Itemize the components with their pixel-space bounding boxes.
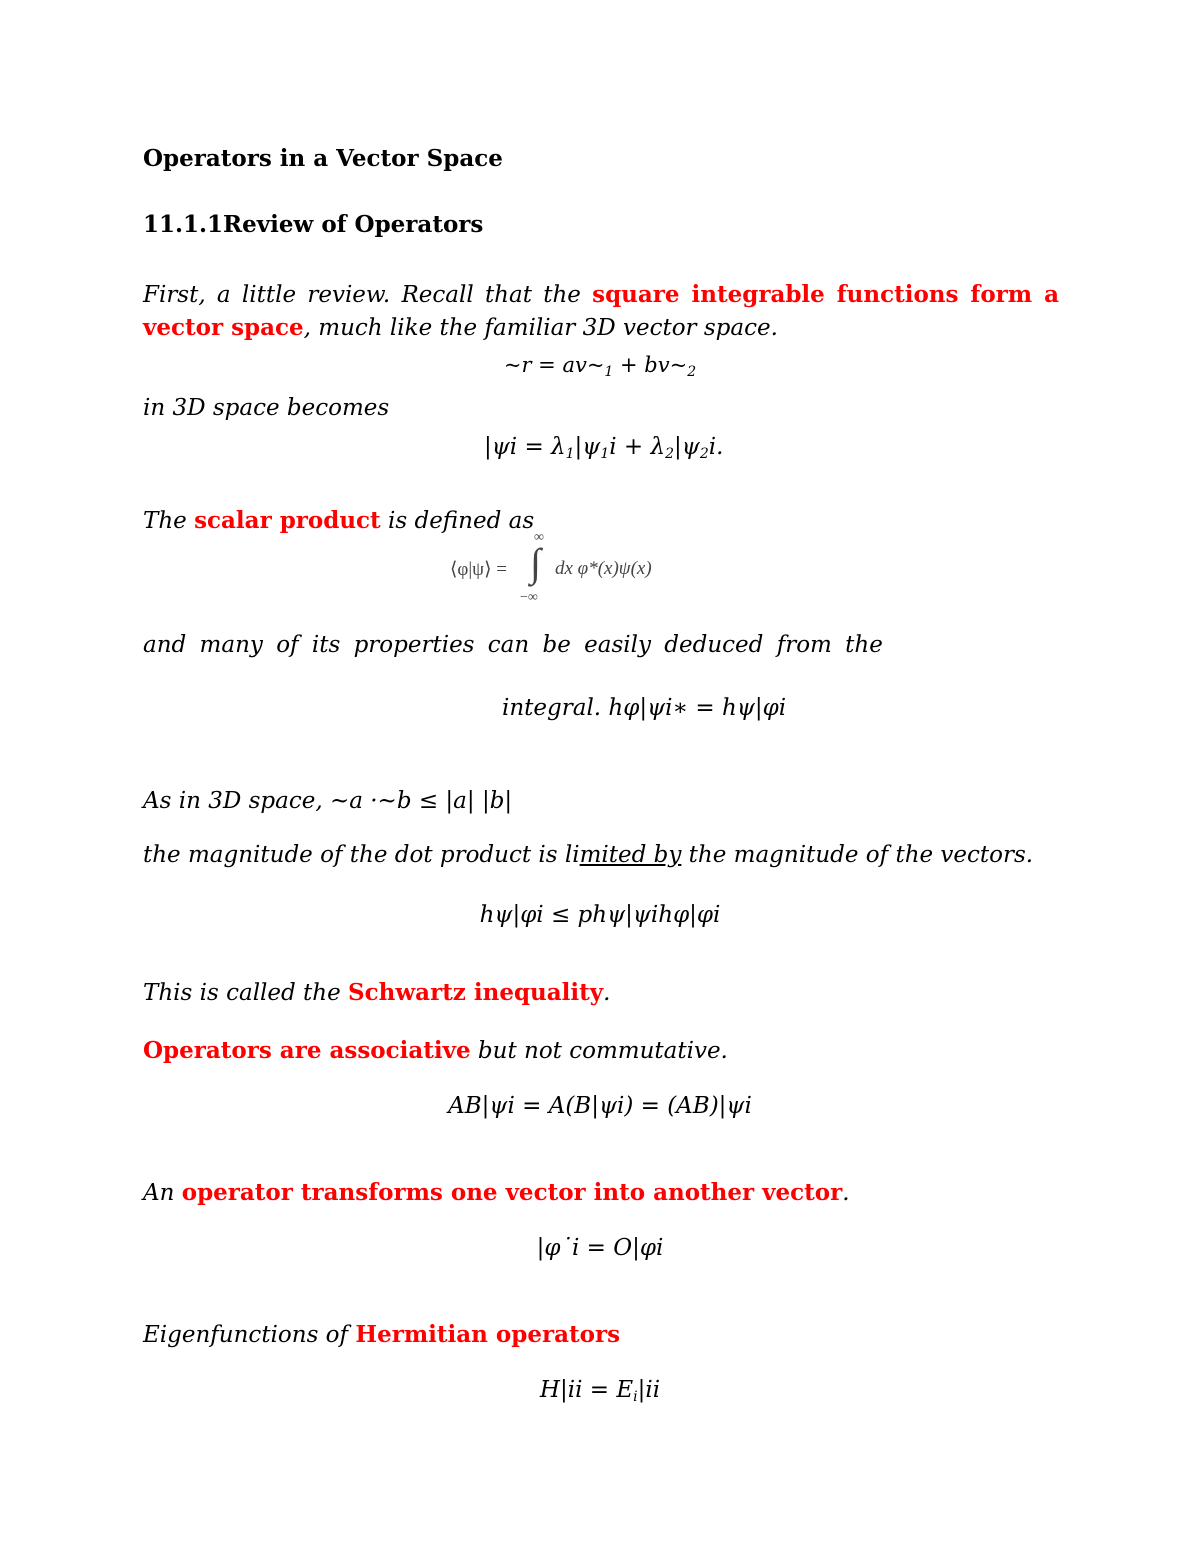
schwartz-text: This is called the Schwartz inequality. (143, 979, 611, 1006)
page-title: Operators in a Vector Space (143, 145, 503, 172)
intro-line-1 (143, 280, 1059, 310)
transform-highlight: operator transforms one vector into another vector (181, 1179, 843, 1206)
integral-rhs: dx φ*(x)ψ(x) (555, 558, 652, 579)
equation-transform: |φ˙i = O|φi (536, 1235, 664, 1261)
integral-sign: ∫ (530, 540, 541, 585)
integral-upper-limit: ∞ (534, 530, 544, 545)
equation-eigen: $H|ii = E_i|ii$ (539, 1377, 661, 1405)
intro-highlight-1: square integrable functions form a (592, 281, 1059, 308)
in-3d-text: in 3D space becomes (143, 395, 390, 421)
intro-highlight-2: vector space (143, 314, 304, 341)
equation-integral: integral. hφ|ψi∗ = hψ|φi (502, 695, 787, 721)
scalar-product-text: The scalar product is defined as (143, 507, 535, 534)
magnitude-text: the magnitude of the dot product is limited by the magnitude of the vectors. (143, 842, 1034, 868)
equation-vector: ~r = $av\sim_1$ + $bv\sim_2$ (503, 353, 697, 380)
transform-text: An operator transforms one vector into another vector. (143, 1179, 850, 1206)
section-heading: 11.1.1Review of Operators (143, 211, 484, 238)
intro-text-1: First, a little review. Recall that the (143, 282, 581, 308)
intro-text-2: , much like the familiar 3D vector space. (303, 315, 778, 341)
integral-lhs: ⟨φ|ψ⟩ = (450, 559, 507, 580)
equation-associative: AB|ψi = A(B|ψi) = (AB)|ψi (448, 1093, 752, 1119)
integral-lower-limit: −∞ (520, 590, 538, 605)
hermitian-highlight: Hermitian operators (355, 1321, 621, 1348)
schwartz-highlight: Schwartz inequality (348, 979, 604, 1006)
equation-schwartz: hψ|φi ≤ phψ|ψihφ|φi (479, 902, 721, 928)
associative-highlight: Operators are associative (143, 1037, 471, 1064)
properties-text: and many of its properties can be easily deduced from the (143, 632, 883, 658)
as-3d-text: As in 3D space, ~a ·~b ≤ |a| |b| (143, 788, 513, 814)
integral-formula (430, 530, 690, 610)
eigen-text: Eigenfunctions of Hermitian operators (143, 1321, 621, 1348)
associative-text: Operators are associative but not commutative. (143, 1037, 728, 1064)
equation-ket: $|\psi i = \lambda_1|\psi_1i + \lambda_2|\psi_2i$. (484, 434, 724, 462)
scalar-product-highlight: scalar product (194, 507, 381, 534)
underlined-text: mited by (579, 842, 682, 868)
intro-line-2 (143, 313, 778, 343)
